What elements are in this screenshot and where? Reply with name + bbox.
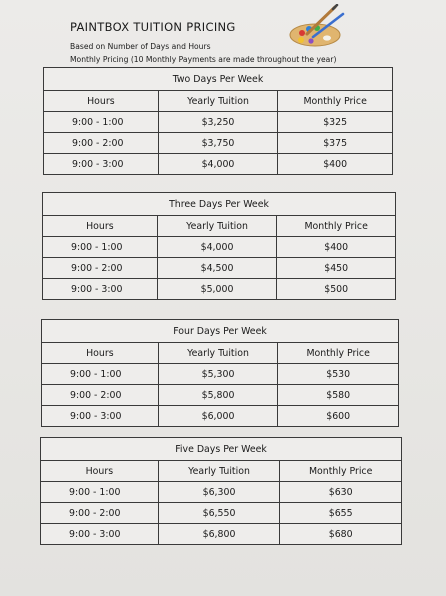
hours-cell: 9:00 - 2:00	[44, 133, 159, 154]
yearly-tuition-cell: $5,300	[158, 364, 278, 385]
monthly-price-cell: $500	[277, 279, 396, 300]
pricing-table-four-days	[41, 319, 399, 427]
column-header-hours: Hours	[44, 91, 159, 112]
table-row	[43, 258, 396, 279]
column-header-monthly-price: Monthly Price	[278, 91, 393, 112]
column-header-yearly-tuition: Yearly Tuition	[158, 343, 278, 364]
table-row	[41, 503, 402, 524]
yearly-tuition-cell: $6,000	[158, 406, 278, 427]
hours-cell: 9:00 - 1:00	[42, 364, 159, 385]
table-caption: Five Days Per Week	[41, 438, 402, 461]
monthly-price-cell: $325	[278, 112, 393, 133]
column-header-monthly-price: Monthly Price	[280, 461, 402, 482]
table-row	[43, 237, 396, 258]
hours-cell: 9:00 - 3:00	[42, 406, 159, 427]
pricing-table-two-days	[43, 67, 393, 175]
yearly-tuition-cell: $4,500	[157, 258, 277, 279]
table-row	[41, 524, 402, 545]
table-row	[44, 133, 393, 154]
table-row	[42, 385, 399, 406]
monthly-price-cell: $530	[278, 364, 399, 385]
subtitle-monthly-pricing: Monthly Pricing (10 Monthly Payments are made throughout the year)	[70, 55, 337, 64]
subtitle-days-hours: Based on Number of Days and Hours	[70, 42, 211, 51]
hours-cell: 9:00 - 1:00	[44, 112, 159, 133]
hours-cell: 9:00 - 3:00	[44, 154, 159, 175]
yearly-tuition-cell: $6,300	[158, 482, 280, 503]
table-caption: Three Days Per Week	[43, 193, 396, 216]
monthly-price-cell: $400	[277, 237, 396, 258]
hours-cell: 9:00 - 3:00	[43, 279, 158, 300]
monthly-price-cell: $400	[278, 154, 393, 175]
column-header-yearly-tuition: Yearly Tuition	[158, 91, 278, 112]
monthly-price-cell: $655	[280, 503, 402, 524]
yearly-tuition-cell: $4,000	[158, 154, 278, 175]
column-header-yearly-tuition: Yearly Tuition	[157, 216, 277, 237]
monthly-price-cell: $580	[278, 385, 399, 406]
pricing-table-five-days	[40, 437, 402, 545]
paint-palette-icon	[287, 4, 347, 50]
table-row	[41, 482, 402, 503]
hours-cell: 9:00 - 2:00	[43, 258, 158, 279]
yearly-tuition-cell: $3,250	[158, 112, 278, 133]
monthly-price-cell: $450	[277, 258, 396, 279]
column-header-hours: Hours	[43, 216, 158, 237]
yearly-tuition-cell: $6,550	[158, 503, 280, 524]
column-header-hours: Hours	[41, 461, 159, 482]
yearly-tuition-cell: $4,000	[157, 237, 277, 258]
hours-cell: 9:00 - 1:00	[43, 237, 158, 258]
table-caption: Two Days Per Week	[44, 68, 393, 91]
hours-cell: 9:00 - 2:00	[42, 385, 159, 406]
column-header-yearly-tuition: Yearly Tuition	[158, 461, 280, 482]
table-row	[42, 364, 399, 385]
monthly-price-cell: $630	[280, 482, 402, 503]
table-row	[44, 154, 393, 175]
column-header-hours: Hours	[42, 343, 159, 364]
column-header-monthly-price: Monthly Price	[277, 216, 396, 237]
column-header-monthly-price: Monthly Price	[278, 343, 399, 364]
monthly-price-cell: $680	[280, 524, 402, 545]
table-row	[43, 279, 396, 300]
hours-cell: 9:00 - 1:00	[41, 482, 159, 503]
yearly-tuition-cell: $3,750	[158, 133, 278, 154]
yearly-tuition-cell: $6,800	[158, 524, 280, 545]
hours-cell: 9:00 - 2:00	[41, 503, 159, 524]
table-caption: Four Days Per Week	[42, 320, 399, 343]
yearly-tuition-cell: $5,000	[157, 279, 277, 300]
table-row	[42, 406, 399, 427]
yearly-tuition-cell: $5,800	[158, 385, 278, 406]
hours-cell: 9:00 - 3:00	[41, 524, 159, 545]
table-row	[44, 112, 393, 133]
monthly-price-cell: $375	[278, 133, 393, 154]
page-title: PAINTBOX TUITION PRICING	[70, 20, 236, 34]
monthly-price-cell: $600	[278, 406, 399, 427]
pricing-table-three-days	[42, 192, 396, 300]
